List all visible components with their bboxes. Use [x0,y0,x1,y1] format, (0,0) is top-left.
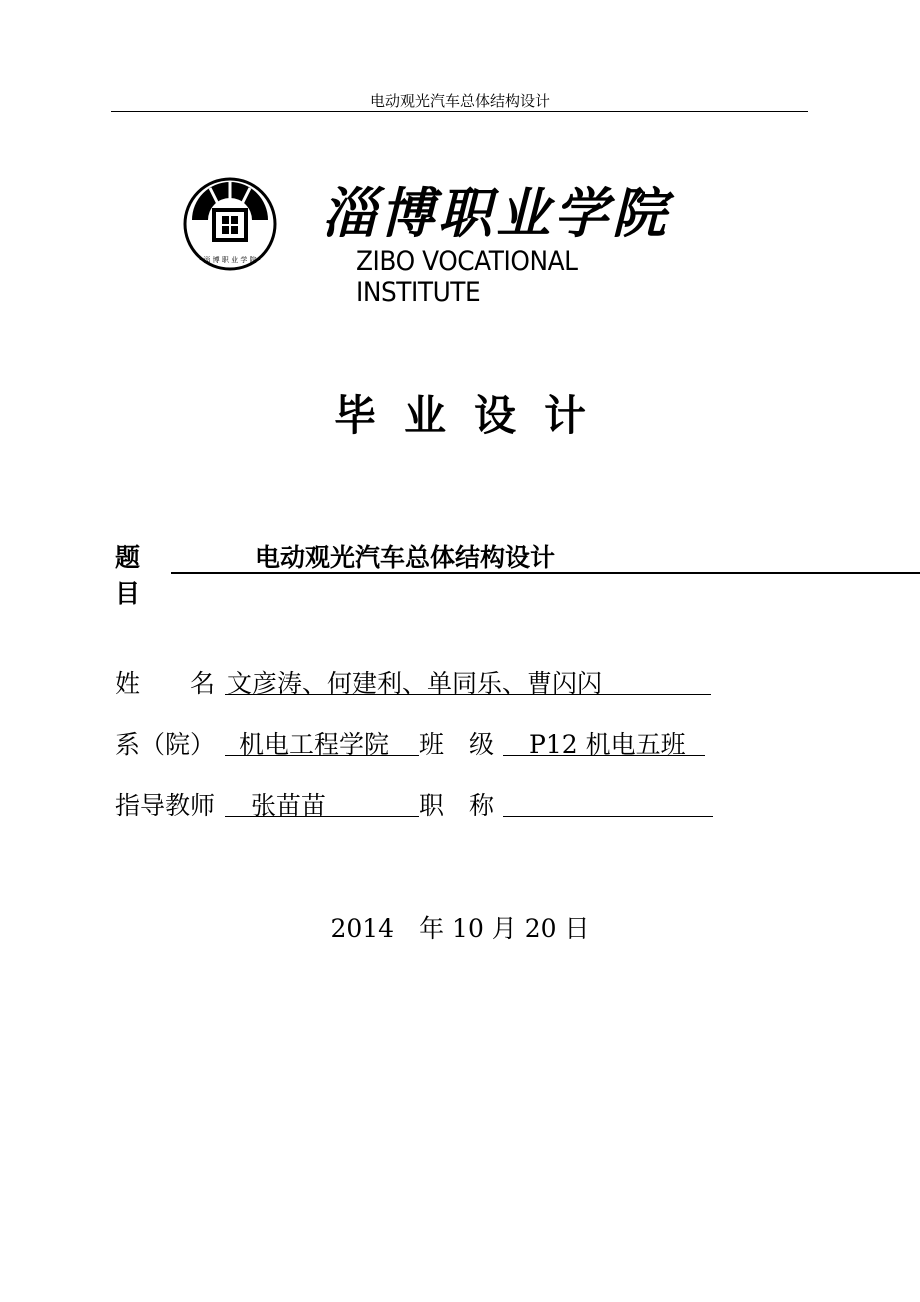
advisor-value: 张苗苗 [251,791,327,820]
department-field [225,725,419,759]
school-name-cn: 淄博职业学院 [322,181,670,245]
name-field [225,664,711,698]
department-label: 系（院） [115,730,216,759]
advisor-field [225,786,419,820]
school-name-en: ZIBO VOCATIONAL INSTITUTE [356,246,578,308]
title-field [171,538,920,574]
rank-field [503,786,713,817]
school-seal-icon [182,176,278,272]
class-value: P12 机电五班 [529,730,686,759]
submission-date: 2014 年 10 月 20 日 [330,914,590,943]
rank-label: 职 称 [419,791,495,820]
running-header: 电动观光汽车总体结构设计 [369,92,550,110]
title-label: 题目 [115,543,141,608]
document-type-heading: 毕业设计 [333,391,614,440]
advisor-label: 指导教师 [115,791,216,820]
svg-text:· 淄 博 职 业 学 院 ·: · 淄 博 职 业 学 院 · [198,256,262,264]
title-value: 电动观光汽车总体结构设计 [255,543,556,572]
class-label: 班 级 [419,730,495,759]
department-value: 机电工程学院 [239,730,390,759]
header-rule [111,111,808,112]
school-logo [182,176,722,308]
name-label: 姓 名 [115,669,216,698]
class-field [503,725,705,759]
name-value: 文彦涛、何建利、单同乐、曹闪闪 [227,669,603,698]
